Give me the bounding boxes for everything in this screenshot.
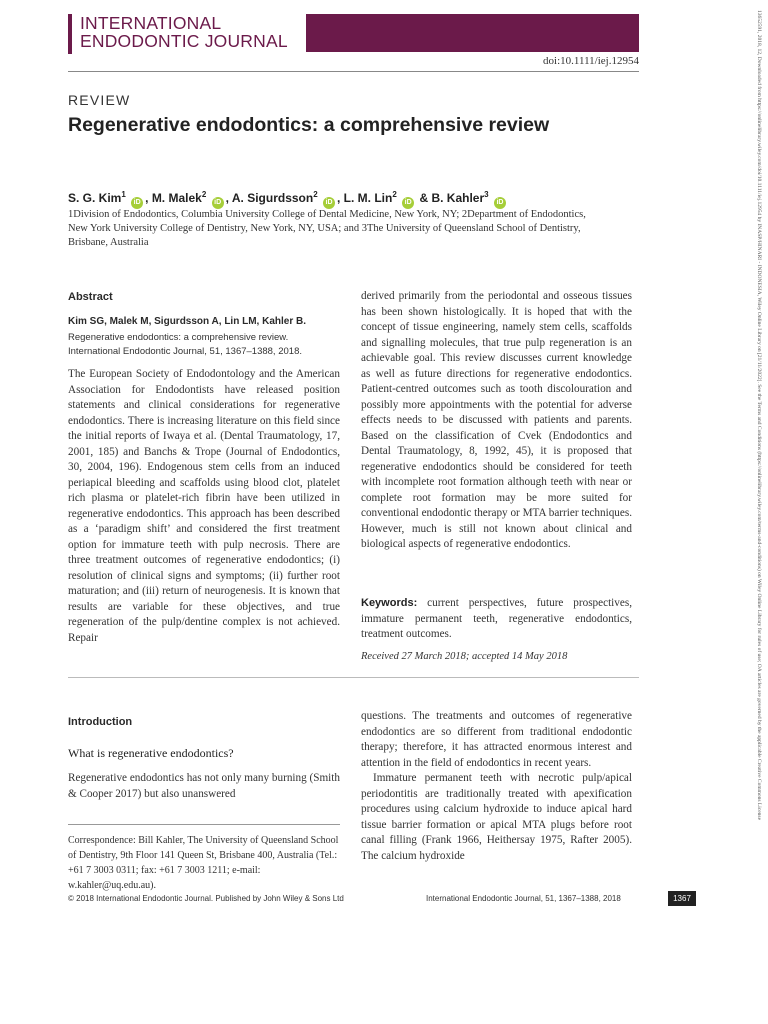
- author-name: B. Kahler: [431, 191, 485, 205]
- abstract-text-left: The European Society of Endodontology and the American Association for Endodontists have released position statements and clinical considerations for regenerative endodontics. There is increasing literature on this field since the initial reports of Iwaya et al. (Dental Traumatology, 17, 2001, 185) and Banchs & Trope (Journal of Endodontics, 30, 2004, 196). Endogenous stem cells from an induced periapical bleeding and scaffolds using blood clot, platelet rich plasma or platelet-rich fibrin have been utilized in regenerative endodontics. This approach has been described as a ‘paradigm shift’ and considered the first treatment option for immature teeth with pulp necrosis. There are three treatment outcomes of regenerative endodontics; (i) resolution of clinical signs and symptoms; (ii) further root maturation; and (iii) return of neurogenesis. It is known that results are variable for these objectives, and true regeneration of the pulp/dentine complex is not achieved. Repair: [68, 368, 340, 644]
- correspondence-rule: [68, 824, 340, 825]
- keywords-label: Keywords:: [361, 597, 418, 609]
- body-text-left: Regenerative endodontics has not only many burning (Smith & Cooper 2017) but also unanswered: [68, 772, 340, 800]
- author-name: M. Malek: [151, 191, 202, 205]
- page-number: 1367: [668, 891, 696, 906]
- journal-logo-bar: [68, 14, 72, 54]
- abstract-heading: Abstract: [68, 291, 113, 303]
- received-dates: Received 27 March 2018; accepted 14 May 2018: [361, 651, 568, 662]
- author-name: L. M. Lin: [343, 191, 393, 205]
- keywords-list: current perspectives, future prospectives, immature permanent teeth, regenerative endodontics, treatment outcomes.: [361, 597, 632, 640]
- journal-name-line1: INTERNATIONAL: [80, 13, 222, 33]
- author-affil-sup: 2: [201, 190, 207, 199]
- abstract-citation-reference: Regenerative endodontics: a comprehensive review. International Endodontic Journal, 51, 1367–1388, 2018.: [68, 332, 302, 357]
- author-affil-sup: 2: [313, 190, 318, 199]
- journal-citation-footer: International Endodontic Journal, 51, 1367–1388, 2018: [426, 894, 621, 903]
- introduction-heading: Introduction: [68, 716, 133, 728]
- copyright-footer: © 2018 International Endodontic Journal. Published by John Wiley & Sons Ltd: [68, 894, 344, 903]
- author-affil-sup: 3: [484, 190, 489, 199]
- orcid-icon[interactable]: iD: [323, 197, 335, 209]
- abstract-citation-authors: Kim SG, Malek M, Sigurdsson A, Lin LM, Kahler B.: [68, 316, 306, 327]
- doi-link[interactable]: doi:10.1111/iej.12954: [543, 55, 639, 67]
- affiliations: 1Division of Endodontics, Columbia University College of Dental Medicine, New York, NY; 2Department of Endodontics, New York University College of Dentistry, New York, NY, USA; and 3The University of Queensland School of Dentistry, Brisbane, Australia: [68, 209, 586, 248]
- journal-name-line2: ENDODONTIC JOURNAL: [80, 31, 288, 51]
- correspondence: Correspondence: Bill Kahler, The University of Queensland School of Dentistry, 9th Floor 141 Queen St, Brisbane 400, Australia (Tel.: +61 7 3003 0311; fax: +61 7 3003 1211; e-mail: w.kahler@uq.edu.au).: [68, 835, 339, 891]
- author-affil-sup: 2: [392, 190, 397, 199]
- abstract-text-right: derived primarily from the periodontal and osseous tissues has been shown histologically. It is hoped that with the concept of tissue engineering, namely stem cells, scaffolds and signalling molecules, that true pulp regeneration is an achievable goal. This review discusses current knowledge as well as future directions for regenerative endodontics. Patient-centred outcomes such as tooth discolouration and possibly more appointments with the potential for adverse effects needs to be discussed with patients and parents. Based on the classification of Cvek (Endodontics and Dental Traumatology, 8, 1992, 45), it is proposed that regenerative endodontics should be considered for teeth with incomplete root formation although teeth with near or complete root formation may be more suited for conventional endodontic therapy or MTA barrier techniques. However, much is still not known about clinical and biological aspects of regenerative endodontics.: [361, 290, 632, 550]
- orcid-icon[interactable]: iD: [212, 197, 224, 209]
- author-name: A. Sigurdsson: [231, 191, 314, 205]
- author-name: S. G. Kim: [68, 191, 122, 205]
- orcid-icon[interactable]: iD: [131, 197, 143, 209]
- abstract-divider: [68, 677, 639, 678]
- orcid-icon[interactable]: iD: [494, 197, 506, 209]
- subsection-heading: What is regenerative endodontics?: [68, 746, 234, 760]
- header-color-band: [306, 14, 639, 52]
- section-label: REVIEW: [68, 92, 131, 108]
- body-paragraph: questions. The treatments and outcomes of regenerative endodontics are so different from traditional endodontic therapy; therefore, it has attracted enormous interest and attention in the field of endodontics in recent years.: [361, 710, 632, 769]
- author-list: S. G. Kim$^1$ iD , M. Malek$^2$ iD , A. Sigurdsson$^2$ iD , L. M. Lin$^2$ iD & B. Kahler$^3$ iD: [68, 190, 508, 209]
- body-text-right: [361, 709, 632, 864]
- keywords: [361, 596, 632, 643]
- download-side-note: 13652591, 2018, 12, Downloaded from https://onlinelibrary.wiley.com/doi/10.1111/iej.12954 by INASP/HINARI - INDONESIA, Wiley Online Library on [21/11/2022]. See the Terms and Conditions (https://onlinelibrary.wiley.com/terms-and-conditions) on Wiley Online Library for rules of use; OA articles are governed by the applicable Creative Commons License: [756, 10, 762, 821]
- header-rule: [68, 71, 639, 72]
- author-affil-sup: 1: [121, 190, 126, 199]
- article-title: Regenerative endodontics: a comprehensive review: [68, 114, 550, 136]
- orcid-icon[interactable]: iD: [402, 197, 414, 209]
- body-paragraph: Immature permanent teeth with necrotic pulp/apical periodontitis are traditionally treated with apexification procedures using calcium hydroxide to induce apical hard tissue barrier formation or apical MTA plugs before root canal filling (Frank 1966, Heithersay 1975, Rafter 2005). The calcium hydroxide: [361, 772, 632, 862]
